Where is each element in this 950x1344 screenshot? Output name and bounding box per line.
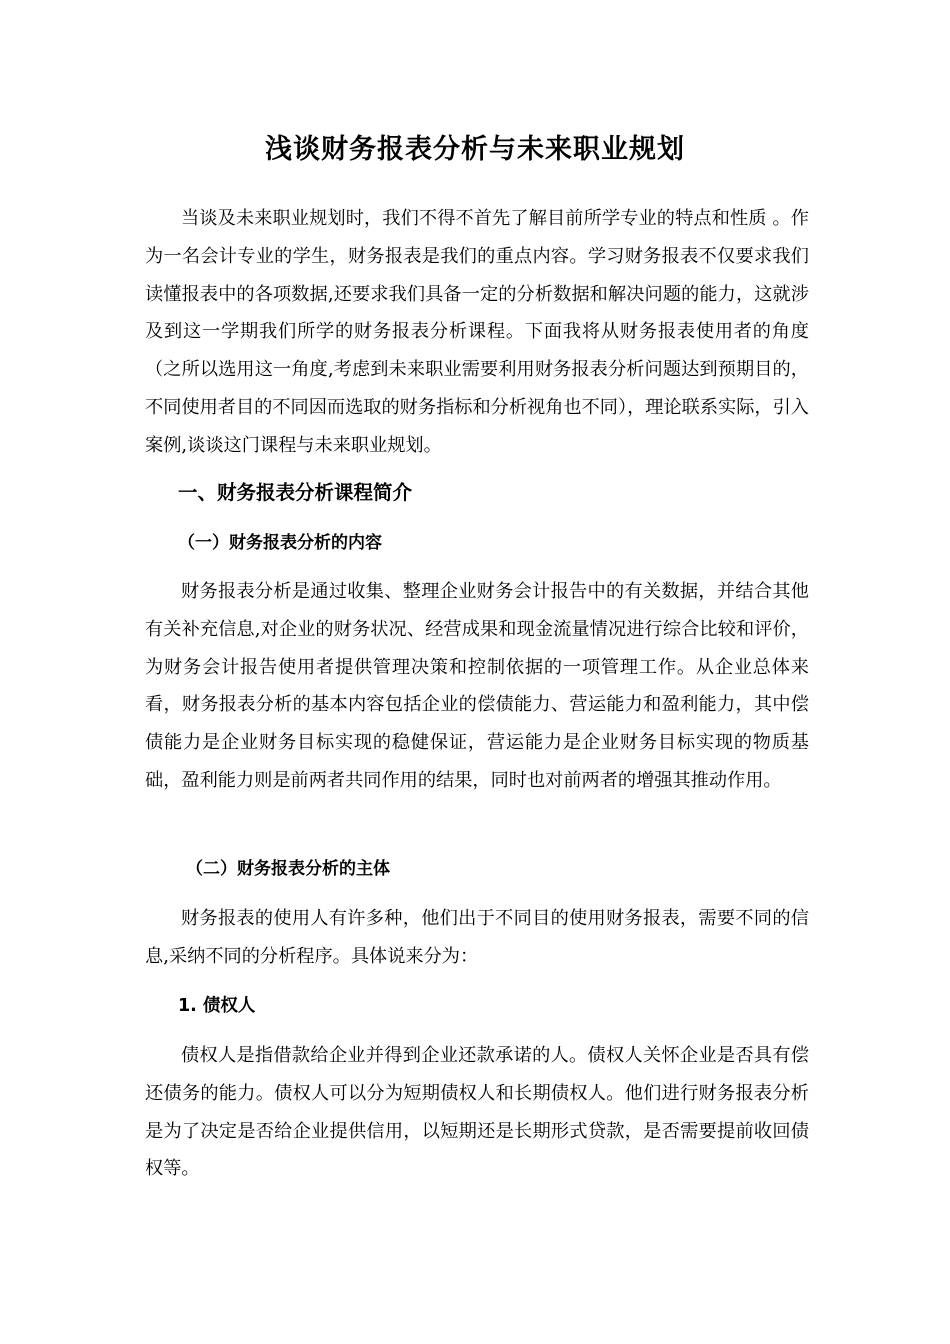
document-title: 浅谈财务报表分析与未来职业规划 xyxy=(265,134,685,165)
subsection-heading-subject: （二）财务报表分析的主体 xyxy=(186,859,390,879)
creditor-paragraph: 债权人是指借款给企业并得到企业还款承诺的人。债权人关怀企业是否具有偿还债务的能力。债权人可以分为短期债权人和长期债权人。他们进行财务报表分析是为了决定是否给企业提供信用，以短期还是长期形式贷款，是否需要提前收回债权等。 xyxy=(145,1045,809,1180)
section-heading-course-intro: 一、财务报表分析课程简介 xyxy=(178,481,413,504)
subsection-heading-content: （一）财务报表分析的内容 xyxy=(178,533,382,553)
subject-paragraph: 财务报表的使用人有许多种，他们出于不同目的使用财务报表，需要不同的信息,采纳不同的分析程序。具体说来分为： xyxy=(145,908,809,967)
intro-paragraph: 当谈及未来职业规划时，我们不得不首先了解目前所学专业的特点和性质 。作为一名会计专业的学生，财务报表是我们的重点内容。学习财务报表不仅要求我们读懂报表中的各项数据,还要求我们具备一定的分析数据和解决问题的能力，这就涉及到这一学期我们所学的财务报表分析课程。下面我将从财务报表使用者的角度（之所以选用这一角度,考虑到未来职业需要利用财务报表分析问题达到预期目的，不同使用者目的不同因而选取的财务指标和分析视角也不同），理论联系实际，引入案例,谈谈这门课程与未来职业规划。 xyxy=(145,208,809,456)
content-paragraph: 财务报表分析是通过收集、整理企业财务会计报告中的有关数据，并结合其他有关补充信息,对企业的财务状况、经营成果和现金流量情况进行综合比较和评价，为财务会计报告使用者提供管理决策和控制依据的一项管理工作。从企业总体来看，财务报表分析的基本内容包括企业的偿债能力、营运能力和盈利能力，其中偿债能力是企业财务目标实现的稳健保证，营运能力是企业财务目标实现的物质基础，盈利能力则是前两者共同作用的结果，同时也对前两者的增强其推动作用。 xyxy=(145,581,809,791)
item-heading-creditor: 1. 债权人 xyxy=(178,996,256,1016)
